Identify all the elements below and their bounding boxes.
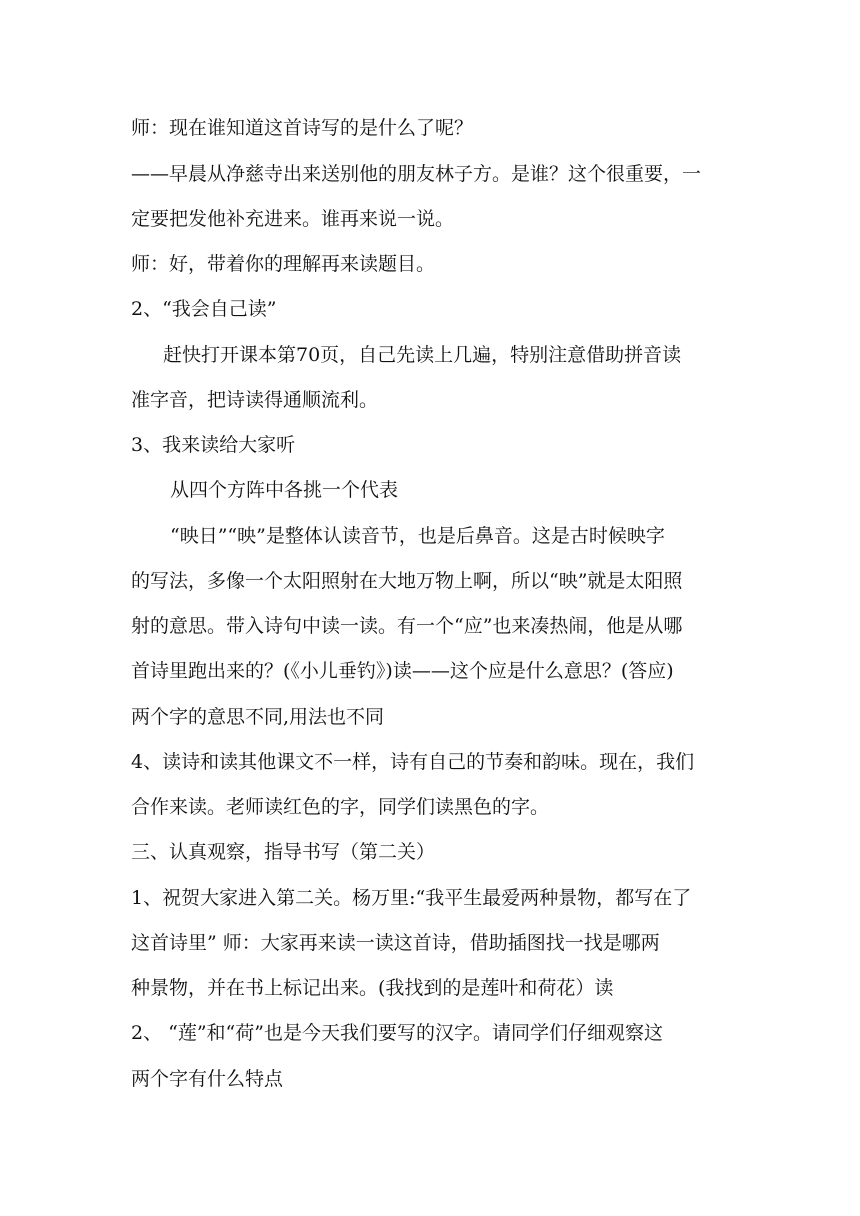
paragraph-line: ——早晨从净慈寺出来送别他的朋友林子方。是谁？这个很重要，一 xyxy=(131,163,702,185)
paragraph-line: 从四个方阵中各挑一个代表 xyxy=(170,479,399,501)
section-heading: 3、我来读给大家听 xyxy=(131,434,296,456)
paragraph-line: 定要把发他补充进来。谁再来说一说。 xyxy=(131,208,455,230)
paragraph-line: 首诗里跑出来的？(《小儿垂钓》)读——这个应是什么意思？(答应) xyxy=(131,660,674,682)
paragraph-line: 1、祝贺大家进入第二关。杨万里:“我平生最爱两种景物，都写在了 xyxy=(131,887,692,909)
paragraph-line: 射的意思。带入诗句中读一读。有一个“应”也来凑热闹，他是从哪 xyxy=(131,615,683,637)
paragraph-line: “映日”“映”是整体认读音节，也是后鼻音。这是古时候映字 xyxy=(170,525,665,547)
paragraph-line: 准字音，把诗读得通顺流利。 xyxy=(131,389,379,411)
paragraph-line: 的写法，多像一个太阳照射在大地万物上啊，所以“映”就是太阳照 xyxy=(131,570,683,592)
paragraph-line: 赶快打开课本第70页，自己先读上几遍，特别注意借助拼音读 xyxy=(163,344,682,366)
paragraph-line: 两个字有什么特点 xyxy=(131,1068,284,1090)
section-heading: 三、认真观察，指导书写（第二关） xyxy=(131,841,436,863)
paragraph-line: 2、 “莲”和“荷”也是今天我们要写的汉字。请同学们仔细观察这 xyxy=(131,1022,663,1044)
paragraph-line: 师：好，带着你的理解再来读题目。 xyxy=(131,253,436,275)
paragraph-line: 师：现在谁知道这首诗写的是什么了呢？ xyxy=(131,117,474,139)
paragraph-line: 4、读诗和读其他课文不一样，诗有自己的节奏和韵味。现在，我们 xyxy=(131,751,695,773)
paragraph-line: 这首诗里” 师：大家再来读一读这首诗，借助插图找一找是哪两 xyxy=(131,932,660,954)
paragraph-line: 合作来读。老师读红色的字，同学们读黑色的字。 xyxy=(131,796,550,818)
paragraph-line: 两个字的意思不同,用法也不同 xyxy=(131,706,385,728)
section-heading: 2、“我会自己读” xyxy=(131,298,277,320)
paragraph-line: 种景物，并在书上标记出来。(我找到的是莲叶和荷花）读 xyxy=(131,977,614,999)
